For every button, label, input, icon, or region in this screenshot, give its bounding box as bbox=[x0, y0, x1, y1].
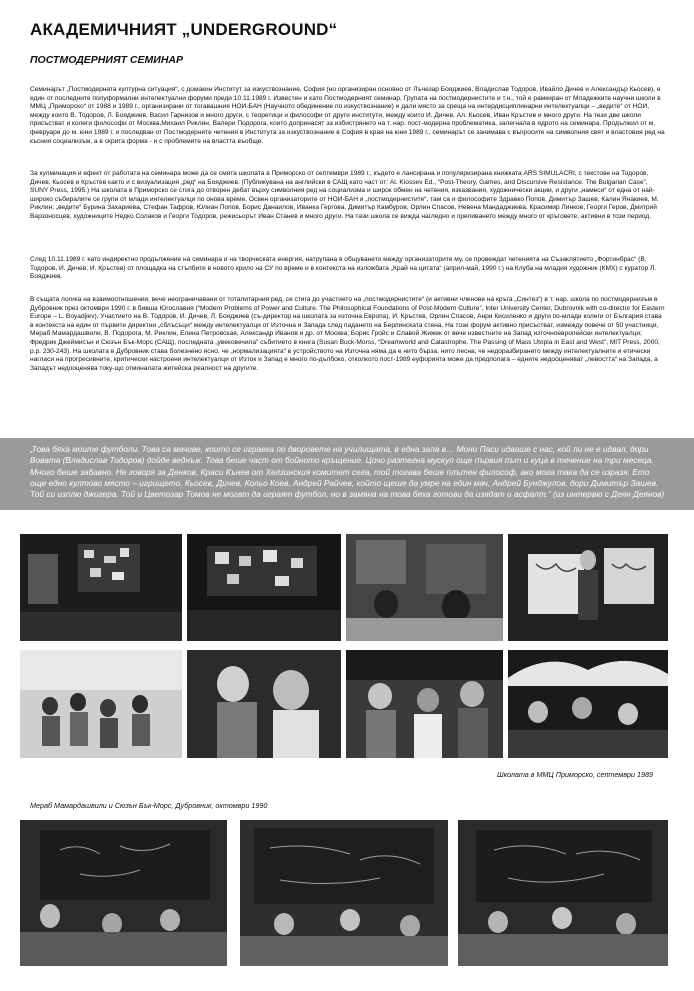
caption-primorsko: Школата в ММЦ Приморско, септември 1989 bbox=[497, 770, 653, 779]
photo-dubrovnik-2 bbox=[240, 820, 448, 966]
photo-dubrovnik-1 bbox=[20, 820, 227, 966]
photo-primorsko-6 bbox=[187, 650, 341, 758]
photo-primorsko-1 bbox=[20, 534, 182, 641]
page-title: АКАДЕМИЧНИЯТ „UNDERGROUND“ bbox=[30, 20, 338, 39]
photo-primorsko-5 bbox=[20, 650, 182, 758]
photo-primorsko-7 bbox=[346, 650, 503, 758]
page-subtitle: ПОСТМОДЕРНИЯТ СЕМИНАР bbox=[30, 54, 183, 66]
caption-dubrovnik: Мераб Мамардашвили и Сюзън Бък-Морс, Дубровник, октомври 1990 bbox=[30, 801, 268, 810]
photo-dubrovnik-3 bbox=[458, 820, 668, 966]
photo-primorsko-2 bbox=[187, 534, 341, 641]
paragraph-2: За кулминация и ефект от работата на семинара може да се смята школата в Приморско от септември 1989 г., където е лансирана и популяризирана книжката ARS SIMULACRI, с текстове на Тодоров, Дичев, Кьосев и Кръстев както и с визуализация „ред“ на Бояджиев. (Публикувана на английски в САЩ като част от: Al. Kiossev Ed., “Post-Theory, Games, and Discursive Resistance. The Bulgarian Case”, SUNY Press, 1995.) На школата в Приморско се стига до отворен дебат върху символния ред на социализма и широк обмен на четения, изказвания, художнически акции, и други „намеси“ от една от най-широко събиралите се групи от млади интелектуалци по онова време. Освен организаторите от НОИ-БАН и „постмодернистите“, там са и философите Здравко Попов, Димитър Зашев, Калин Янакиев, М. Риклин; „ведите“ Бурина Захариева, Стефан Тафров, Юлиан Попов, Борис Данаилов, Иванка Гергова, Димитър Камбуров, Орлин Спасов, Невена Мандаджиева, Красимир Линков, Георги Геров, Дмитрий Варзоносцев, художниците Недко Солаков и Георги Тодоров, режисьорът Иван Станев и много други. На тази школа се вижда нагледно и преливането между много от кръговете, активни в този период. bbox=[30, 170, 659, 220]
paragraph-4: В същата логика на взаимоотношения, вече неограничавани от тоталитарния ред, се стига до участието на „постмодернистите“ (и активни членове на кръга „Синтез“) в т. нар. школа по постмодернизъм в Дубровник през октомври 1990 г. в бивша Югославия (“Modern Problems of Power and Culture. The Philosophical Foundations of Post-Modern Culture”, Inter University Center, Dubrovnik with co-director for Eastern Europe – L. Boyadjiev). Участието на В. Тодоров, И. Дичев, Л. Бояджиев (съ-директор на школата за източна Европа), И. Кръстев, Орлин Спасов, Анри Кисиленко и други по-млади колеги от България става в контекста на един от първите директни „сблъсъци“ между интелектуалци от Източна и Запада след падането на Берлинската стена. На този форум активно присъстват, измежду повече от 50 участници, Мераб Мамардашвили, В. Подорога, М. Риклин, Елена Петровская, Александр Иванов и др. от Москва; Борис Гройс и Славой Жижек от вече известните на Запад източноевропейски интелектуалци; Фредрик Джеймисън и Сюзън Бък-Морс (САЩ), последната „увековечила“ събитието в книга (Susan Buck-Morss, “Dreamworld and Catastrophe. The Passing of Mass Utopia in East and West”, MIT Press, 2000, p.p. 230-243). На школата в Дубровник става болезнено ясно, че „нормализацията“ в устройството на Източна няма да е нито бърза, нито лесна; че недоразбирането между интелектуалните и етически нагласи на прогресивните, критически настроени интелектуалци от Изток и Запад е много по-дълбоко, отколкото пост-1989 еуфорията може да предполага – едните недооценяват „левостта“ на Запада, а Западът недооценява току-що отминалата житейска реалност на другите. bbox=[30, 296, 665, 372]
photo-primorsko-3 bbox=[346, 534, 503, 641]
interview-quote: „Това бяха моите футболи. Това са мачове, които се играеха по дворовете на училищата, в една зала в… Мони Паси идваше с нас, кой ли не е идвал, дори Вовата (Владислав Тодоров) дойде веднъж. Това беше част от бойното кръщение. Цочо разтегна мускул още първия път и куца в течение на три месеца. Много беше забавно. Не говоря за Денков, Краси Кънев от Хелзинския комитет сега, той тогава беше плътен философ, ако мога така да се изразя. Ето още едно култово място – игрището. Кьосев, Дичев, Кольо Коев, Андрей Райчев, който щеше да умре на един мач, Андрей Бунджулов, дори Димитър Зашев. Той си изплю джигера. Той и Цветозар Томов не могат да играят футбол, но в замяна на това бяха готови да изядат и асфалт.“ (из интервю с Деян Деянов) bbox=[30, 444, 665, 500]
paragraph-1: Семинарът „Постмодерната културна ситуация“, с домакин Институт за изкуствознание, София (но организиран основно от Лъчезар Бояджиев, Владислав Тодоров, Ивайло Дичев и Александър Кьосев), е един от последните полуформални интелектуални форуми преди 10.11.1989 г. Известен и като Постмодерният семинар, Групата на постмодернистите и т.н., той е рамкиран от Младежките научни школи в ММЦ „Приморско“ от 1988 и 1989 г., организирани от тогавашния НОИ-БАН (Научното обединение по изкуствознание) и дали място за среща на интердисциплинарни интелектуалци – „ведите“ от НОИ, между които В. Тодоров, Л. Бояджиев, Васил Гарнизов и много други, с теоретици и философи от други институти, между които И. Дичев, Ал. Кьосев, Иван Кръстев и много други. На тези две школи присъстват и колеги философи от Москва,Михаил Риклин, Валери Подорога, които допринасят за избистрянето на т. нар. пост-модерна проблематика, залегнала в ядрото на семинара. Продължил от м. февруари до м. юни 1989 г. и последван от Постмодерните четения в Института за изкуствознание в София в края на юни 1989 г., семинарът се занимава с въпросите на символния свят и властовия ред на късния социализъм, а в скрита форма - и с проблемите на властта въобще. bbox=[30, 86, 665, 145]
photo-primorsko-8 bbox=[508, 650, 668, 758]
photo-primorsko-4 bbox=[508, 534, 668, 641]
paragraph-3: След 10.11.1989 г. като индиректно продължение на семинара и на творческата енергия, натрупана в общуването между организаторите му, се провеждат четенията на Съзаклятието „Фортинбрас“ (В. Тодоров, И. Дичев, И. Кръстев) от площадка на стълбите в новото крило на СУ по време и в контекста на изложбата „Край на цитата“ (април-май, 1990 г.) на Клуба на младия художник (КМХ) с куратор Л. Бояджиев. bbox=[30, 256, 657, 281]
